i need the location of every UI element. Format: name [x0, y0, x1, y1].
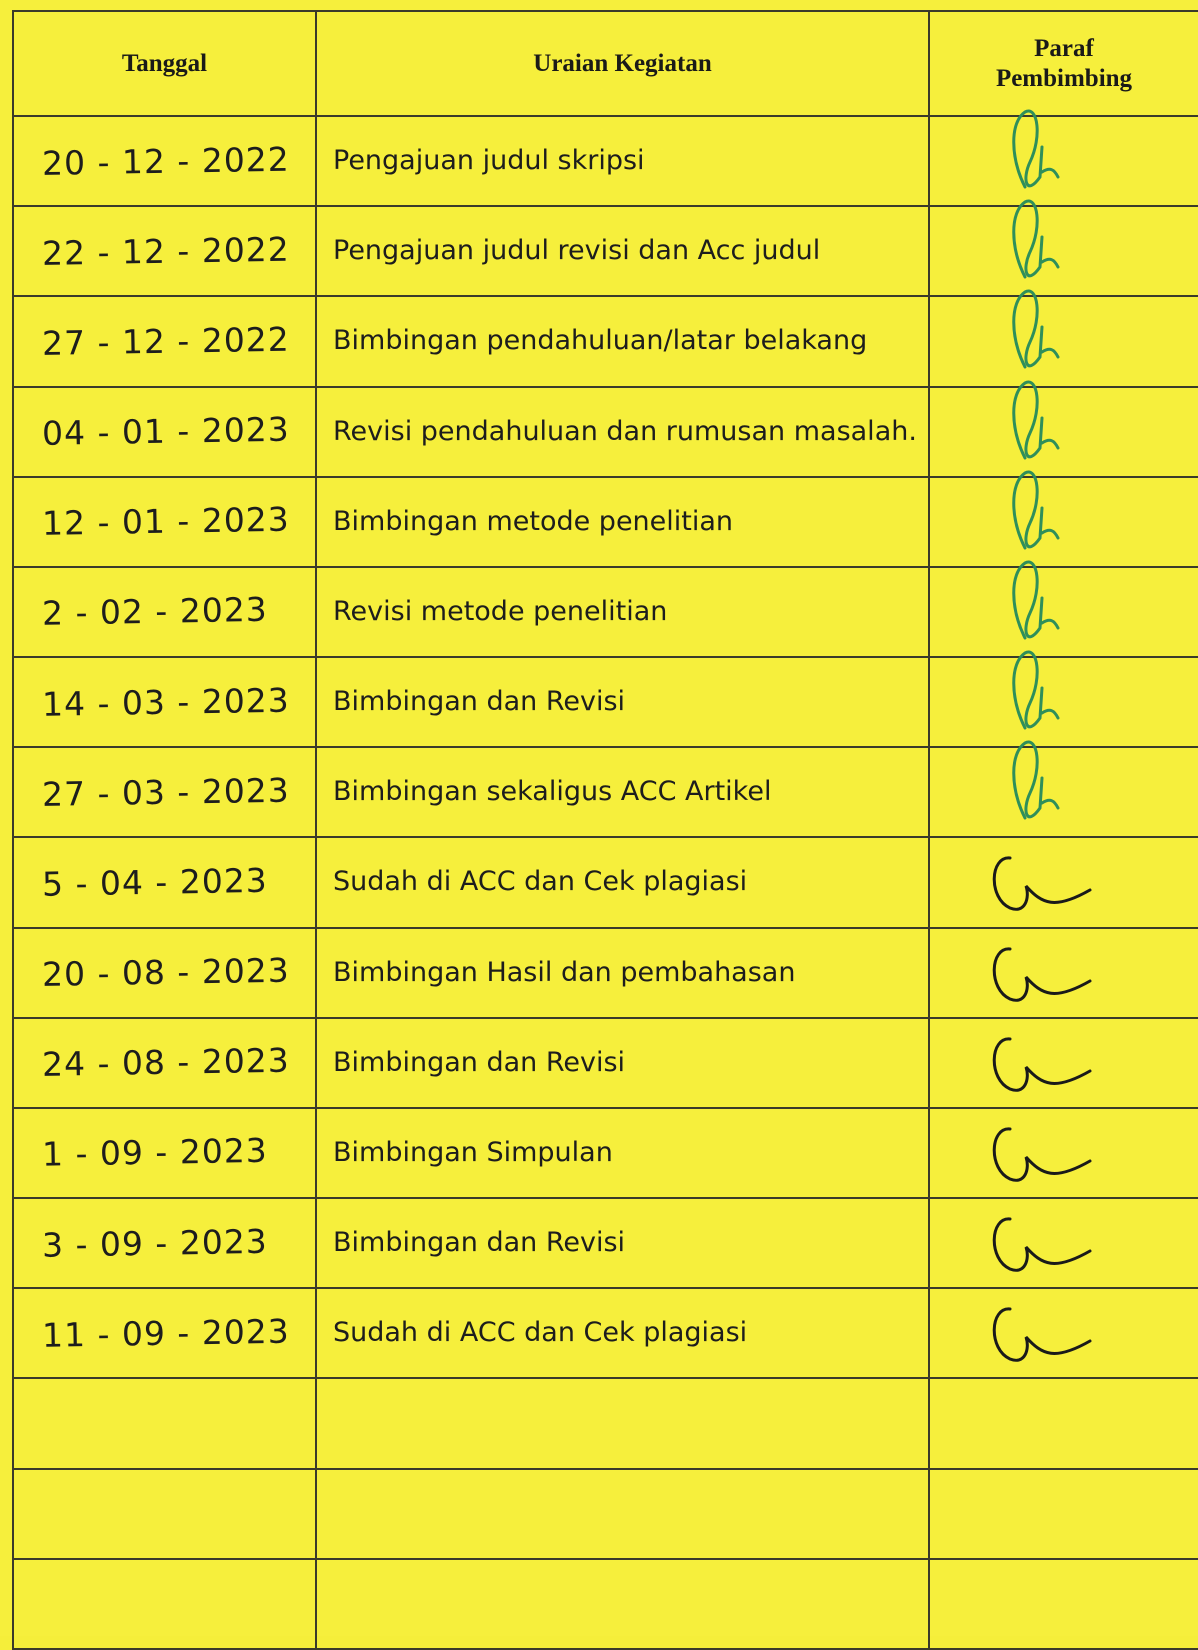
- signature-cell: [929, 477, 1198, 567]
- supervisor-signature: [930, 297, 1198, 385]
- entry-date: 5 - 04 - 2023: [14, 861, 268, 904]
- table-row: [13, 1288, 1198, 1378]
- entry-date: 20 - 08 - 2023: [14, 951, 290, 995]
- signature-cell: [929, 657, 1198, 747]
- entry-date: 14 - 03 - 2023: [14, 680, 290, 724]
- activity-cell: [316, 1559, 929, 1649]
- signature-cell: [929, 837, 1198, 927]
- entry-activity: Sudah di ACC dan Cek plagiasi: [317, 868, 928, 896]
- supervisor-signature: [930, 838, 1198, 926]
- table-row: [13, 387, 1198, 477]
- table-row: [13, 1018, 1198, 1108]
- activity-cell: [316, 567, 929, 657]
- entry-date: 27 - 03 - 2023: [14, 770, 290, 814]
- supervisor-signature: [930, 929, 1198, 1017]
- entry-activity: Bimbingan Hasil dan pembahasan: [317, 959, 928, 987]
- entry-date: 04 - 01 - 2023: [14, 410, 290, 454]
- activity-cell: [316, 1288, 929, 1378]
- signature-cell: [929, 116, 1198, 206]
- signature-cell: [929, 928, 1198, 1018]
- entry-activity: Bimbingan dan Revisi: [317, 688, 928, 716]
- table-row: [13, 1198, 1198, 1288]
- date-cell: [13, 1378, 316, 1468]
- table-row: [13, 206, 1198, 296]
- supervisor-signature: [930, 748, 1198, 836]
- signature-cell: [929, 1469, 1198, 1559]
- entry-activity: Bimbingan metode penelitian: [317, 508, 928, 536]
- table-row: [13, 1559, 1198, 1649]
- table-header-row: [13, 11, 1198, 116]
- date-cell: [13, 206, 316, 296]
- activity-cell: [316, 1469, 929, 1559]
- table-body: [13, 116, 1198, 1649]
- supervisor-signature: [930, 568, 1198, 656]
- signature-cell: [929, 296, 1198, 386]
- date-cell: [13, 1469, 316, 1559]
- entry-date: 1 - 09 - 2023: [14, 1131, 268, 1174]
- activity-cell: [316, 116, 929, 206]
- activity-cell: [316, 296, 929, 386]
- supervisor-signature: [930, 117, 1198, 205]
- supervisor-signature: [930, 658, 1198, 746]
- date-cell: [13, 296, 316, 386]
- table-row: [13, 116, 1198, 206]
- entry-date: 20 - 12 - 2022: [14, 139, 290, 183]
- table-row: [13, 1378, 1198, 1468]
- table-row: [13, 747, 1198, 837]
- entry-activity: Bimbingan pendahuluan/latar belakang: [317, 327, 928, 355]
- supervisor-signature: [930, 478, 1198, 566]
- table-row: [13, 296, 1198, 386]
- signature-cell: [929, 1018, 1198, 1108]
- supervisor-signature: [930, 1019, 1198, 1107]
- entry-date: 24 - 08 - 2023: [14, 1041, 290, 1085]
- activity-cell: [316, 387, 929, 477]
- activity-cell: [316, 477, 929, 567]
- header-activity: Uraian Kegiatan: [316, 11, 929, 116]
- entry-activity: Bimbingan Simpulan: [317, 1139, 928, 1167]
- activity-cell: [316, 206, 929, 296]
- table-row: [13, 1469, 1198, 1559]
- signature-cell: [929, 206, 1198, 296]
- signature-cell: [929, 1288, 1198, 1378]
- table-row: [13, 1108, 1198, 1198]
- signature-cell: [929, 1108, 1198, 1198]
- entry-activity: Pengajuan judul revisi dan Acc judul: [317, 237, 928, 265]
- supervisor-signature: [930, 1289, 1198, 1377]
- activity-cell: [316, 837, 929, 927]
- entry-activity: Bimbingan dan Revisi: [317, 1049, 928, 1077]
- entry-activity: Bimbingan sekaligus ACC Artikel: [317, 778, 928, 806]
- table-row: [13, 928, 1198, 1018]
- date-cell: [13, 1288, 316, 1378]
- header-signature: [929, 11, 1198, 116]
- activity-cell: [316, 1018, 929, 1108]
- date-cell: [13, 1559, 316, 1649]
- entry-activity: Sudah di ACC dan Cek plagiasi: [317, 1319, 928, 1347]
- activity-cell: [316, 1378, 929, 1468]
- activity-cell: [316, 1198, 929, 1288]
- entry-date: 12 - 01 - 2023: [14, 500, 290, 544]
- date-cell: [13, 116, 316, 206]
- entry-activity: Bimbingan dan Revisi: [317, 1229, 928, 1257]
- table-row: [13, 657, 1198, 747]
- date-cell: [13, 928, 316, 1018]
- signature-cell: [929, 387, 1198, 477]
- table-row: [13, 477, 1198, 567]
- date-cell: [13, 1108, 316, 1198]
- header-date: Tanggal: [13, 11, 316, 116]
- table-row: [13, 837, 1198, 927]
- signature-cell: [929, 1378, 1198, 1468]
- entry-date: 11 - 09 - 2023: [14, 1311, 290, 1355]
- entry-activity: Revisi metode penelitian: [317, 598, 928, 626]
- date-cell: [13, 1018, 316, 1108]
- date-cell: [13, 387, 316, 477]
- activity-cell: [316, 657, 929, 747]
- activity-cell: [316, 928, 929, 1018]
- signature-cell: [929, 1198, 1198, 1288]
- activity-cell: [316, 747, 929, 837]
- signature-cell: [929, 747, 1198, 837]
- header-signature-line1: Paraf: [1034, 35, 1094, 62]
- supervisor-signature: [930, 1199, 1198, 1287]
- entry-activity: Pengajuan judul skripsi: [317, 147, 928, 175]
- date-cell: [13, 747, 316, 837]
- entry-date: 27 - 12 - 2022: [14, 320, 290, 364]
- signature-cell: [929, 567, 1198, 657]
- guidance-log-table: [12, 10, 1198, 1650]
- date-cell: [13, 657, 316, 747]
- date-cell: [13, 477, 316, 567]
- supervisor-signature: [930, 388, 1198, 476]
- signature-cell: [929, 1559, 1198, 1649]
- activity-cell: [316, 1108, 929, 1198]
- header-signature-line2: Pembimbing: [996, 65, 1132, 92]
- entry-date: 2 - 02 - 2023: [14, 590, 268, 633]
- table-row: [13, 567, 1198, 657]
- date-cell: [13, 837, 316, 927]
- supervisor-signature: [930, 1109, 1198, 1197]
- entry-activity: Revisi pendahuluan dan rumusan masalah.: [317, 418, 928, 446]
- entry-date: 3 - 09 - 2023: [14, 1221, 268, 1264]
- entry-date: 22 - 12 - 2022: [14, 229, 290, 273]
- supervisor-signature: [930, 207, 1198, 295]
- date-cell: [13, 567, 316, 657]
- date-cell: [13, 1198, 316, 1288]
